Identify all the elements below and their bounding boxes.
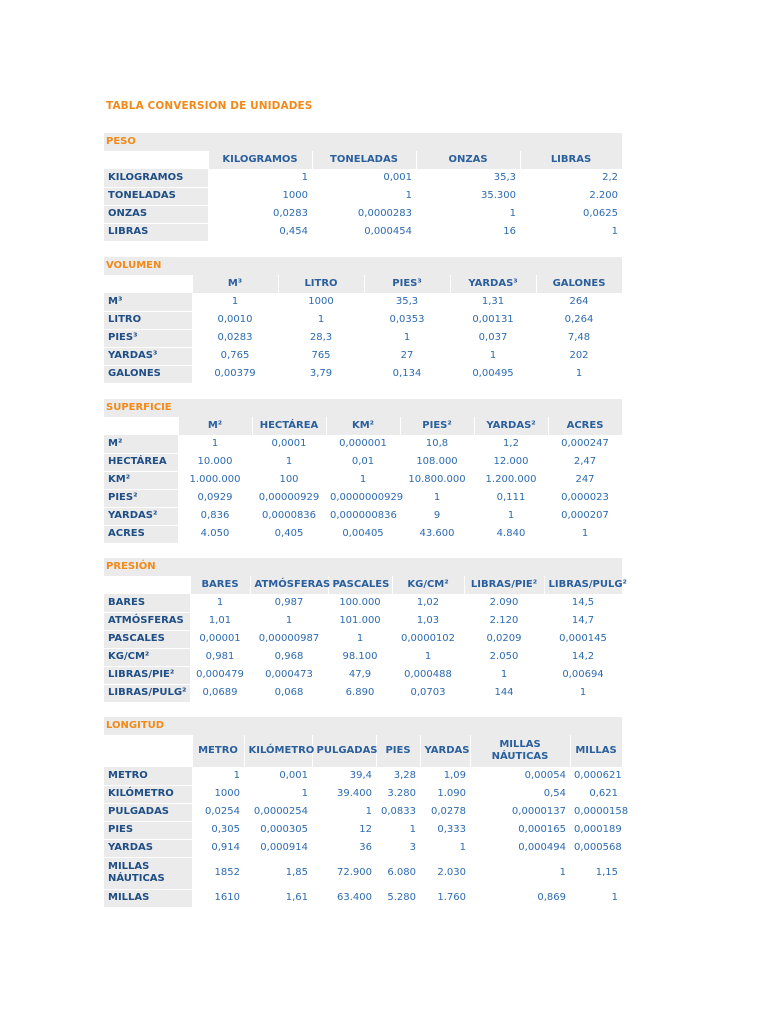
table-cell: 0,037 [478, 332, 508, 343]
table-cell: 27 [400, 350, 414, 361]
table-cell: 39,4 [349, 770, 372, 781]
row-header: PASCALES [104, 630, 190, 648]
table-cell: 7,48 [567, 332, 591, 343]
row-header: KILÓMETRO [104, 785, 192, 803]
header-row [104, 576, 622, 594]
table-row [104, 311, 622, 329]
column-header: M² [178, 417, 252, 435]
table-cell: 0,00000987 [258, 633, 320, 644]
column-header: ACRES [548, 417, 622, 435]
column-header: PIES² [400, 417, 474, 435]
table-cell: 0,00001 [199, 633, 241, 644]
document-title: TABLA CONVERSION DE UNIDADES [106, 100, 313, 112]
column-header: TONELADAS [312, 151, 416, 169]
table-cell: 1 [359, 474, 367, 485]
table-cell: 101.000 [339, 615, 381, 626]
table-row [104, 525, 622, 543]
header-row [104, 735, 622, 767]
row-header: ACRES [104, 525, 178, 543]
row-header: GALONES [104, 365, 192, 383]
table-cell: 144 [494, 687, 514, 698]
table-cell: 264 [569, 296, 589, 307]
row-header: KILOGRAMOS [104, 169, 208, 187]
row-header: LIBRAS/PULG² [104, 684, 190, 702]
table-cell: 1 [231, 296, 239, 307]
column-header: PASCALES [328, 576, 392, 594]
table-cell: 4.840 [496, 528, 526, 539]
table-cell: 1852 [214, 867, 240, 878]
section-peso [104, 133, 622, 242]
row-header: HECTÁREA [104, 453, 178, 471]
corner-cell [104, 417, 178, 435]
row-header: MILLAS [104, 889, 192, 907]
table-cell: 0,000189 [574, 824, 622, 835]
table-cell: 0,0000836 [261, 510, 317, 521]
table-cell: 0,981 [205, 651, 235, 662]
table-row [104, 205, 622, 223]
table-cell: 1000 [308, 296, 334, 307]
table-cell: 1000 [214, 788, 240, 799]
column-header: KILÓMETRO [244, 735, 312, 767]
table-cell: 0,000479 [196, 669, 244, 680]
column-header: ONZAS [416, 151, 520, 169]
row-header: M³ [104, 293, 192, 311]
table-cell: 0,0625 [583, 208, 618, 219]
column-header: KILOGRAMOS [208, 151, 312, 169]
header-row [104, 275, 622, 293]
row-header: YARDAS [104, 839, 192, 857]
table-cell: 63.400 [337, 892, 372, 903]
table-cell: 1 [301, 788, 308, 799]
table-cell: 1 [611, 892, 618, 903]
table-cell: 0,134 [392, 368, 422, 379]
table-cell: 1,85 [285, 867, 308, 878]
section-superficie [104, 399, 622, 544]
table-cell: 0,001 [279, 770, 308, 781]
table-cell: 16 [503, 226, 516, 237]
section-heading: LONGITUD [104, 717, 622, 735]
table-cell: 2,2 [602, 172, 618, 183]
table-row [104, 821, 622, 839]
table-cell: 1 [233, 770, 240, 781]
table-cell: 0,869 [537, 892, 566, 903]
row-header: PIES² [104, 489, 178, 507]
table-row [104, 169, 622, 187]
table-cell: 1,2 [503, 438, 519, 449]
table-cell: 0,068 [274, 687, 304, 698]
table-cell: 0,0929 [197, 492, 233, 503]
table-row [104, 223, 622, 241]
row-header: PULGADAS [104, 803, 192, 821]
table-cell: 0,00000929 [258, 492, 320, 503]
table-cell: 1.090 [437, 788, 466, 799]
table-cell: 14,5 [571, 597, 595, 608]
row-header: TONELADAS [104, 187, 208, 205]
table-cell: 2,47 [573, 456, 597, 467]
table-cell: 35,3 [493, 172, 516, 183]
table-cell: 98.100 [342, 651, 378, 662]
table-cell: 0,000488 [404, 669, 452, 680]
table-cell: 0,0283 [217, 332, 253, 343]
table-cell: 0,0000254 [253, 806, 308, 817]
table-cell: 1 [285, 615, 293, 626]
row-header: BARES [104, 594, 190, 612]
column-header: M³ [192, 275, 278, 293]
table-cell: 0,0000137 [511, 806, 566, 817]
table-cell: 1,02 [416, 597, 440, 608]
table-cell: 1 [409, 824, 416, 835]
table-row [104, 785, 622, 803]
table-cell: 0,0833 [381, 806, 416, 817]
column-header: BARES [190, 576, 250, 594]
table-cell: 28,3 [309, 332, 333, 343]
row-header: PIES [104, 821, 192, 839]
conversion-table [104, 735, 629, 908]
table-cell: 1 [365, 806, 372, 817]
table-row [104, 594, 622, 612]
table-row [104, 365, 622, 383]
table-cell: 1,01 [208, 615, 232, 626]
corner-cell [104, 151, 208, 169]
table-row [104, 293, 622, 311]
table-cell: 100 [279, 474, 299, 485]
column-header: PIES³ [364, 275, 450, 293]
table-row [104, 489, 622, 507]
table-row [104, 803, 622, 821]
section-presion [104, 558, 627, 703]
column-header: ATMÓSFERAS [250, 576, 328, 594]
column-header: LIBRAS/PIE² [464, 576, 544, 594]
table-row [104, 666, 622, 684]
table-row [104, 187, 622, 205]
table-cell: 0,00054 [524, 770, 566, 781]
header-row [104, 151, 622, 169]
table-cell: 1.760 [437, 892, 466, 903]
table-cell: 35,3 [395, 296, 419, 307]
table-cell: 1 [285, 456, 293, 467]
table-cell: 0,621 [589, 788, 618, 799]
table-cell: 12.000 [493, 456, 529, 467]
table-cell: 43.600 [419, 528, 455, 539]
table-cell: 0,000000836 [330, 510, 397, 521]
table-cell: 0,000621 [574, 770, 622, 781]
row-header: LIBRAS [104, 223, 208, 241]
row-header: ATMÓSFERAS [104, 612, 190, 630]
table-cell: 1 [459, 842, 466, 853]
table-cell: 3.280 [387, 788, 416, 799]
row-header: LIBRAS/PIE² [104, 666, 190, 684]
section-heading: VOLUMEN [104, 257, 622, 275]
table-cell: 10.000 [197, 456, 233, 467]
table-cell: 1 [405, 190, 412, 201]
table-cell: 247 [575, 474, 595, 485]
column-header: YARDAS [420, 735, 470, 767]
column-header: YARDAS³ [450, 275, 536, 293]
table-cell: 1 [211, 438, 219, 449]
table-cell: 0,000145 [559, 633, 607, 644]
table-cell: 1 [500, 669, 508, 680]
table-cell: 1000 [282, 190, 308, 201]
table-cell: 202 [569, 350, 589, 361]
table-cell: 0,405 [274, 528, 304, 539]
conversion-table [104, 417, 623, 544]
column-header: LIBRAS/PULG² [544, 576, 622, 594]
row-header: YARDAS³ [104, 347, 192, 365]
table-cell: 0,0000158 [574, 806, 629, 817]
table-cell: 0,765 [220, 350, 250, 361]
table-cell: 0,0703 [410, 687, 446, 698]
table-cell: 1,15 [595, 867, 618, 878]
table-row [104, 453, 622, 471]
row-header: METRO [104, 767, 192, 785]
table-cell: 1 [301, 172, 308, 183]
table-cell: 0,0010 [217, 314, 253, 325]
table-cell: 5.280 [387, 892, 416, 903]
conversion-table [104, 576, 627, 703]
section-heading: PRESIÓN [104, 558, 622, 576]
table-row [104, 630, 622, 648]
table-cell: 0,00694 [562, 669, 604, 680]
table-row [104, 507, 622, 525]
table-cell: 0,0001 [271, 438, 307, 449]
table-cell: 6.080 [387, 867, 416, 878]
table-cell: 765 [311, 350, 331, 361]
table-cell: 0,0278 [431, 806, 466, 817]
table-row [104, 857, 622, 889]
table-cell: 1.200.000 [485, 474, 537, 485]
table-cell: 72.900 [337, 867, 372, 878]
column-header: PULGADAS [312, 735, 376, 767]
table-cell: 1,03 [416, 615, 440, 626]
table-cell: 1 [424, 651, 432, 662]
table-cell: 1 [317, 314, 325, 325]
corner-cell [104, 735, 192, 767]
corner-cell [104, 576, 190, 594]
table-cell: 0,54 [543, 788, 566, 799]
table-cell: 1,31 [481, 296, 505, 307]
table-cell: 100.000 [339, 597, 381, 608]
table-cell: 0,0689 [202, 687, 238, 698]
table-row [104, 648, 622, 666]
table-row [104, 612, 622, 630]
table-cell: 0,000165 [518, 824, 566, 835]
table-cell: 0,00131 [472, 314, 514, 325]
table-row [104, 471, 622, 489]
column-header: METRO [192, 735, 244, 767]
conversion-table [104, 151, 623, 242]
table-cell: 0,01 [351, 456, 375, 467]
table-cell: 14,2 [571, 651, 595, 662]
table-cell: 1 [433, 492, 441, 503]
table-cell: 0,000914 [260, 842, 308, 853]
table-cell: 108.000 [416, 456, 458, 467]
row-header: ONZAS [104, 205, 208, 223]
column-header: HECTÁREA [252, 417, 326, 435]
table-cell: 1 [216, 597, 224, 608]
table-cell: 1 [575, 368, 583, 379]
row-header: LITRO [104, 311, 192, 329]
column-header: YARDAS² [474, 417, 548, 435]
table-cell: 1 [611, 226, 618, 237]
table-cell: 6.890 [345, 687, 375, 698]
table-cell: 1,09 [443, 770, 466, 781]
table-cell: 0,001 [383, 172, 412, 183]
table-cell: 14,7 [571, 615, 595, 626]
table-cell: 3,79 [309, 368, 333, 379]
table-cell: 0,0000283 [357, 208, 412, 219]
table-row [104, 684, 622, 702]
table-cell: 0,0353 [389, 314, 425, 325]
table-cell: 0,0000000929 [330, 492, 404, 503]
conversion-table [104, 275, 623, 384]
table-cell: 9 [433, 510, 441, 521]
table-row [104, 889, 622, 907]
column-header: KG/CM² [392, 576, 464, 594]
table-cell: 3 [409, 842, 416, 853]
table-cell: 1 [579, 687, 587, 698]
table-cell: 12 [359, 824, 372, 835]
table-cell: 0,000305 [260, 824, 308, 835]
table-cell: 1 [356, 633, 364, 644]
table-row [104, 435, 622, 453]
section-heading: SUPERFICIE [104, 399, 622, 417]
table-cell: 1 [581, 528, 589, 539]
row-header: YARDAS² [104, 507, 178, 525]
table-cell: 0,000001 [339, 438, 387, 449]
column-header: PIES [376, 735, 420, 767]
table-cell: 1 [559, 867, 566, 878]
table-cell: 1610 [214, 892, 240, 903]
column-header: LIBRAS [520, 151, 622, 169]
table-cell: 1.000.000 [189, 474, 241, 485]
table-cell: 0,987 [274, 597, 304, 608]
row-header: PIES³ [104, 329, 192, 347]
table-row [104, 839, 622, 857]
table-cell: 0,264 [564, 314, 594, 325]
corner-cell [104, 275, 192, 293]
table-cell: 0,0283 [273, 208, 308, 219]
table-cell: 10,8 [425, 438, 449, 449]
row-header: KM² [104, 471, 178, 489]
header-row [104, 417, 622, 435]
table-cell: 0,0209 [486, 633, 522, 644]
table-cell: 0,000568 [574, 842, 622, 853]
table-cell: 0,00379 [214, 368, 256, 379]
row-header: M² [104, 435, 178, 453]
column-header: MILLAS NÁUTICAS [470, 735, 570, 767]
table-cell: 0,914 [211, 842, 240, 853]
table-cell: 0,000023 [561, 492, 609, 503]
table-cell: 0,305 [211, 824, 240, 835]
table-cell: 0,000207 [561, 510, 609, 521]
table-cell: 0,00405 [342, 528, 384, 539]
column-header: LITRO [278, 275, 364, 293]
table-row [104, 347, 622, 365]
table-cell: 0,968 [274, 651, 304, 662]
table-cell: 0,454 [279, 226, 308, 237]
table-cell: 0,836 [200, 510, 230, 521]
table-cell: 0,0254 [205, 806, 240, 817]
table-cell: 47,9 [348, 669, 372, 680]
table-cell: 3,28 [393, 770, 416, 781]
row-header: KG/CM² [104, 648, 190, 666]
table-cell: 35.300 [481, 190, 516, 201]
table-cell: 39.400 [337, 788, 372, 799]
table-cell: 0,000247 [561, 438, 609, 449]
table-cell: 2.030 [437, 867, 466, 878]
table-cell: 0,000473 [265, 669, 313, 680]
table-cell: 1,61 [285, 892, 308, 903]
table-cell: 2.120 [489, 615, 519, 626]
table-cell: 1 [403, 332, 411, 343]
table-cell: 0,00495 [472, 368, 514, 379]
table-cell: 0,000454 [364, 226, 412, 237]
table-cell: 1 [509, 208, 516, 219]
table-cell: 2.050 [489, 651, 519, 662]
table-cell: 0,111 [496, 492, 526, 503]
table-cell: 36 [359, 842, 372, 853]
table-cell: 0,000494 [518, 842, 566, 853]
column-header: MILLAS [570, 735, 622, 767]
table-cell: 1 [507, 510, 515, 521]
table-row [104, 767, 622, 785]
section-volumen [104, 257, 622, 384]
table-cell: 2.200 [589, 190, 618, 201]
table-cell: 4.050 [200, 528, 230, 539]
section-heading: PESO [104, 133, 622, 151]
table-cell: 0,0000102 [400, 633, 456, 644]
table-row [104, 329, 622, 347]
column-header: GALONES [536, 275, 622, 293]
table-cell: 0,333 [437, 824, 466, 835]
table-cell: 2.090 [489, 597, 519, 608]
row-header: MILLAS NÁUTICAS [104, 857, 192, 889]
section-longitud [104, 717, 629, 908]
column-header: KM² [326, 417, 400, 435]
table-cell: 10.800.000 [408, 474, 466, 485]
table-cell: 1 [489, 350, 497, 361]
